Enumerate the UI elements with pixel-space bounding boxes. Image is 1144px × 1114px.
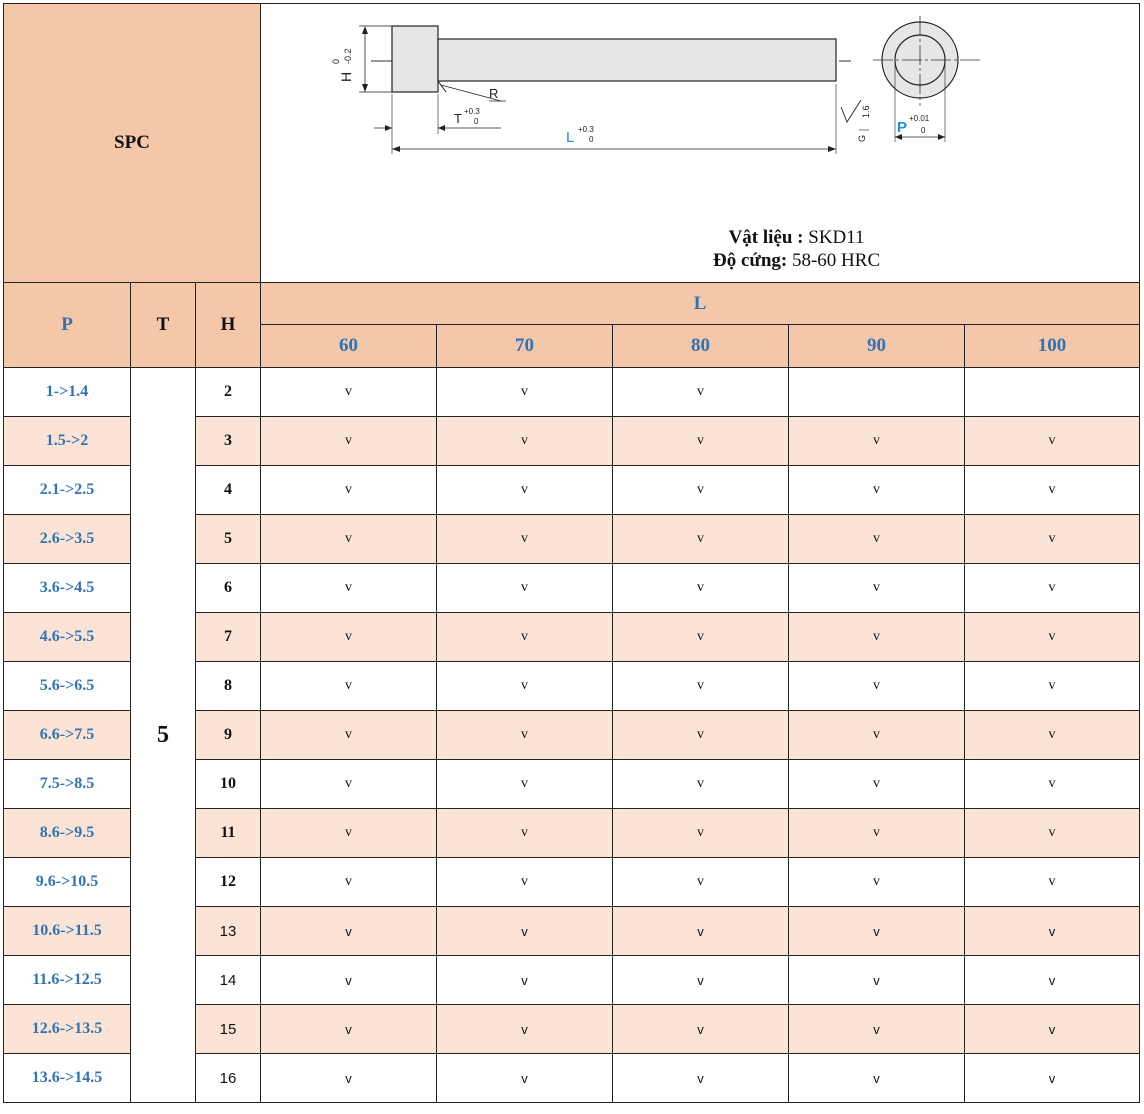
availability-cell: v	[789, 515, 965, 564]
p-range-cell: 9.6->10.5	[4, 858, 131, 907]
h-value-cell: 4	[196, 466, 261, 515]
availability-cell: v	[789, 564, 965, 613]
availability-cell: v	[437, 1005, 613, 1054]
h-value-cell: 14	[196, 956, 261, 1005]
h-arrow-bottom	[362, 84, 368, 92]
g-label: G	[857, 134, 868, 142]
availability-cell: v	[261, 760, 437, 809]
h-value-cell: 5	[196, 515, 261, 564]
p-tol-lower: 0	[921, 126, 926, 135]
availability-cell: v	[965, 466, 1140, 515]
availability-cell: v	[789, 956, 965, 1005]
availability-cell	[789, 368, 965, 417]
h-value-cell: 8	[196, 662, 261, 711]
availability-cell: v	[261, 515, 437, 564]
p-range-cell: 13.6->14.5	[4, 1054, 131, 1103]
header-l-90: 90	[789, 325, 965, 368]
availability-cell: v	[437, 368, 613, 417]
availability-cell: v	[789, 1054, 965, 1103]
availability-cell: v	[613, 858, 789, 907]
table-row	[4, 368, 1140, 417]
h-tol-lower: -0.2	[343, 48, 354, 64]
r-label: R	[489, 86, 499, 101]
h-value-cell: 15	[196, 1005, 261, 1054]
l-tol-upper: +0.3	[578, 125, 594, 134]
availability-cell: v	[965, 1054, 1140, 1103]
t-arrow-left	[385, 125, 392, 131]
l-tol-lower: 0	[589, 135, 594, 144]
availability-cell: v	[613, 711, 789, 760]
header-drawing-row	[4, 4, 1140, 283]
roughness-value: 1.6	[861, 105, 872, 118]
availability-cell: v	[789, 907, 965, 956]
hardness-value: 58-60 HRC	[791, 250, 881, 271]
availability-cell: v	[613, 515, 789, 564]
header-t: T	[131, 283, 196, 368]
header-l-100: 100	[965, 325, 1140, 368]
h-value-cell: 2	[196, 368, 261, 417]
availability-cell: v	[965, 662, 1140, 711]
h-value-cell: 9	[196, 711, 261, 760]
p-range-cell: 7.5->8.5	[4, 760, 131, 809]
availability-cell: v	[437, 515, 613, 564]
p-range-cell: 2.1->2.5	[4, 466, 131, 515]
availability-cell: v	[613, 613, 789, 662]
availability-cell: v	[437, 613, 613, 662]
material-value: SKD11	[808, 227, 865, 248]
h-tol-upper: 0	[331, 58, 342, 64]
availability-cell: v	[613, 907, 789, 956]
punch-drawing	[261, 4, 1137, 283]
availability-cell: v	[789, 809, 965, 858]
p-label: P	[897, 119, 908, 136]
l-arrow-right	[828, 146, 836, 152]
p-range-cell: 4.6->5.5	[4, 613, 131, 662]
h-value-cell: 12	[196, 858, 261, 907]
p-tol-upper: +0.01	[909, 114, 930, 123]
availability-cell: v	[789, 662, 965, 711]
h-value-cell: 3	[196, 417, 261, 466]
availability-cell: v	[613, 662, 789, 711]
h-arrow-top	[362, 26, 368, 34]
availability-cell: v	[437, 711, 613, 760]
h-value-cell: 7	[196, 613, 261, 662]
p-range-cell: 6.6->7.5	[4, 711, 131, 760]
availability-cell: v	[789, 760, 965, 809]
l-label: L	[566, 129, 575, 146]
p-range-cell: 3.6->4.5	[4, 564, 131, 613]
p-arrow-right	[938, 134, 945, 140]
material-line	[713, 226, 880, 249]
availability-cell: v	[613, 760, 789, 809]
header-p: P	[4, 283, 131, 368]
hardness-line	[713, 249, 880, 272]
availability-cell: v	[437, 564, 613, 613]
availability-cell: v	[613, 564, 789, 613]
product-code-cell	[4, 4, 261, 283]
availability-cell: v	[261, 564, 437, 613]
availability-cell: v	[261, 858, 437, 907]
availability-cell: v	[965, 515, 1140, 564]
p-range-cell: 5.6->6.5	[4, 662, 131, 711]
availability-cell: v	[965, 417, 1140, 466]
availability-cell: v	[437, 417, 613, 466]
column-header-row-1	[4, 283, 1140, 325]
availability-cell: v	[965, 907, 1140, 956]
availability-cell: v	[261, 1005, 437, 1054]
availability-cell: v	[789, 466, 965, 515]
availability-cell: v	[965, 564, 1140, 613]
availability-cell: v	[437, 956, 613, 1005]
h-value-cell: 13	[196, 907, 261, 956]
t-tol-lower: 0	[474, 117, 479, 126]
availability-cell: v	[789, 1005, 965, 1054]
material-block	[713, 226, 880, 272]
header-l-70: 70	[437, 325, 613, 368]
availability-cell: v	[261, 711, 437, 760]
availability-cell: v	[613, 809, 789, 858]
availability-cell: v	[261, 1054, 437, 1103]
availability-cell: v	[261, 809, 437, 858]
availability-cell: v	[965, 956, 1140, 1005]
fillet-line	[438, 81, 446, 92]
roughness-symbol	[841, 100, 861, 122]
availability-cell: v	[261, 368, 437, 417]
availability-cell: v	[965, 613, 1140, 662]
availability-cell: v	[437, 1054, 613, 1103]
availability-cell: v	[613, 417, 789, 466]
availability-cell: v	[437, 662, 613, 711]
header-h: H	[196, 283, 261, 368]
availability-cell: v	[965, 858, 1140, 907]
p-range-cell: 10.6->11.5	[4, 907, 131, 956]
header-l-80: 80	[613, 325, 789, 368]
p-range-cell: 1->1.4	[4, 368, 131, 417]
p-range-cell: 1.5->2	[4, 417, 131, 466]
availability-cell: v	[789, 858, 965, 907]
drawing-cell	[261, 4, 1140, 283]
h-value-cell: 10	[196, 760, 261, 809]
l-arrow-left	[392, 146, 400, 152]
availability-cell: v	[965, 1005, 1140, 1054]
t-arrow-right	[438, 125, 445, 131]
availability-cell: v	[261, 417, 437, 466]
header-l-60: 60	[261, 325, 437, 368]
availability-cell	[965, 368, 1140, 417]
availability-cell: v	[613, 1005, 789, 1054]
availability-cell: v	[261, 613, 437, 662]
availability-cell: v	[789, 711, 965, 760]
availability-cell: v	[965, 711, 1140, 760]
p-range-cell: 2.6->3.5	[4, 515, 131, 564]
p-range-cell: 11.6->12.5	[4, 956, 131, 1005]
t-tol-upper: +0.3	[464, 107, 480, 116]
punch-head	[392, 26, 438, 92]
h-value-cell: 11	[196, 809, 261, 858]
availability-cell: v	[437, 858, 613, 907]
h-label: H	[338, 71, 355, 82]
availability-cell: v	[261, 956, 437, 1005]
spec-table	[3, 3, 1140, 1103]
p-range-cell: 8.6->9.5	[4, 809, 131, 858]
availability-cell: v	[261, 907, 437, 956]
availability-cell: v	[613, 1054, 789, 1103]
h-value-cell: 16	[196, 1054, 261, 1103]
availability-cell: v	[965, 809, 1140, 858]
availability-cell: v	[613, 466, 789, 515]
availability-cell: v	[437, 466, 613, 515]
h-value-cell: 6	[196, 564, 261, 613]
hardness-label: Độ cứng:	[713, 250, 788, 271]
availability-cell: v	[437, 809, 613, 858]
availability-cell: v	[965, 760, 1140, 809]
material-label: Vật liệu :	[728, 227, 804, 248]
availability-cell: v	[789, 613, 965, 662]
availability-cell: v	[261, 466, 437, 515]
availability-cell: v	[261, 662, 437, 711]
availability-cell: v	[789, 417, 965, 466]
t-label: T	[454, 111, 462, 126]
availability-cell: v	[613, 368, 789, 417]
header-l: L	[261, 283, 1140, 325]
availability-cell: v	[437, 760, 613, 809]
product-code: SPC	[114, 132, 150, 153]
p-range-cell: 12.6->13.5	[4, 1005, 131, 1054]
availability-cell: v	[613, 956, 789, 1005]
punch-shank	[438, 39, 836, 81]
t-value-cell: 5	[131, 368, 196, 1103]
availability-cell: v	[437, 907, 613, 956]
